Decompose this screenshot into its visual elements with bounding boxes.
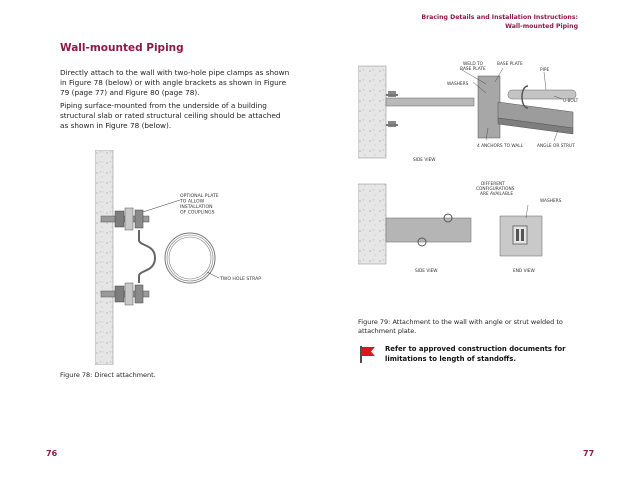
page-number-left: 76 [46,449,58,458]
label-different-3: ARE AVAILABLE [480,192,514,197]
label-two-hole-strap: TWO HOLE STRAP [220,277,262,282]
figure-78-caption: Figure 78: Direct attachment. [60,371,156,379]
figure-79-caption: Figure 79: Attachment to the wall with angle or strut welded to attachment plate. [358,318,563,335]
running-header-line-2: Wall-mounted Piping [505,23,578,30]
running-header-line-1: Bracing Details and Installation Instructions: [421,14,578,21]
label-washers-a: WASHERS [447,82,469,87]
paragraph-direct-attach: Directly attach to the wall with two-hole pipe clamps as shown in Figure 78 (below) or with angle brackets as shown in Figure 79 (page 77) and Figure 80 (page 78). [60,68,290,98]
label-side-view-b: SIDE VIEW [415,269,438,274]
label-base-plate-a: BASE PLATE [460,67,486,72]
label-different-1: DIFFERENT [481,182,505,187]
label-side-view-a: SIDE VIEW [413,158,436,163]
label-optional-plate-4: OF COUPLINGS [180,210,215,216]
label-weld-to: WELD TO [463,62,484,67]
red-flag-icon [358,344,378,364]
label-different-2: CONFIGURATIONS [476,187,515,192]
standoff-note-text: Refer to approved construction documents for limitations to length of standoffs. [385,345,566,363]
label-end-view: END VIEW [513,269,535,274]
label-optional-plate-2: TO ALLOW [180,199,205,205]
page-number-right: 77 [583,449,595,458]
label-optional-plate-3: INSTALLATION [180,205,213,210]
running-header [318,13,578,31]
label-u-bolt: U-BOLT [563,99,579,104]
figure-79-bottom-illustration [358,178,588,278]
figure-79-top-illustration [358,58,588,170]
label-washers-b: WASHERS [540,199,562,204]
label-angle-or-strut: ANGLE OR STRUT [537,144,575,149]
label-base-plate-b: BASE PLATE [497,62,523,67]
section-title: Wall-mounted Piping [60,42,184,54]
paragraph-surface-mounted: Piping surface-mounted from the underside of a building structural slab or rated structural ceiling should be attached as shown in Figure 78 (below). [60,101,281,131]
label-anchors-to-wall: 4 ANCHORS TO WALL [477,144,524,149]
label-optional-plate-1: OPTIONAL PLATE [180,194,219,199]
figure-78-illustration [95,150,270,365]
label-pipe: PIPE [540,68,550,73]
